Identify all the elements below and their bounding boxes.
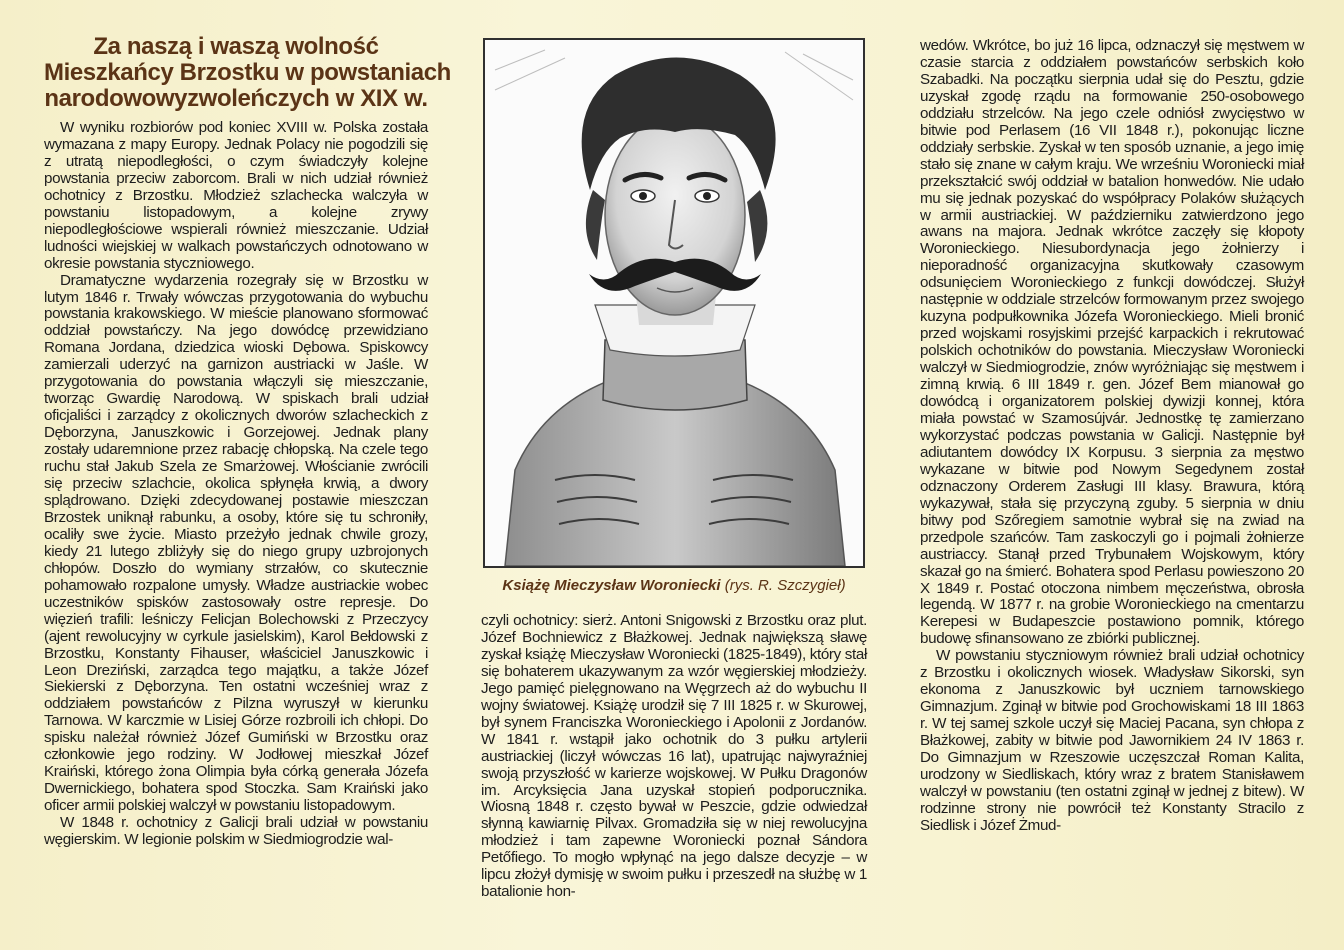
portrait-caption — [481, 577, 867, 595]
paragraph: W wyniku rozbiorów pod koniec XVIII w. Polska została wymazana z mapy Europy. Jednak Polacy nie pogodzili się z utratą niepodległości, o czym świadczyły kolejne powstania przeciw zaborcom. Brali w nich udział również ochotnicy z Brzostku. Młodzież szlachecka walczyła w powstaniu listopadowym, a kolejne zrywy niepodległościowe wspierali również mieszczanie. Udział ludności wiejskiej w walkach powstańczych odnotowano w okresie powstania styczniowego. — [44, 119, 428, 272]
right-column — [920, 38, 1304, 835]
portrait-image — [483, 38, 865, 568]
left-column — [44, 33, 451, 849]
caption-name: Książę Mieczysław Woroniecki — [502, 577, 721, 594]
title-line-1: Za naszą i waszą wolność — [93, 33, 379, 60]
caption-credit: (rys. R. Szczygieł) — [724, 577, 846, 594]
title-line-3: narodowowyzwoleńczych w XIX w. — [44, 85, 428, 112]
paragraph: czyli ochotnicy: sierż. Antoni Snigowski z Brzostku oraz plut. Józef Bochniewicz z Błażkowej. Jednak największą sławę zyskał książę Mieczysław Woroniecki (1825-1849), który stał się bohaterem ukazywanym za wzór węgierskiej młodzieży. Jego pamięć pielęgnowano na Węgrzech aż do wybuchu II wojny światowej. Książę urodził się 7 III 1825 r. w Skurowej, był synem Franciszka Woronieckiego i Apolonii z Jordanów. W 1841 r. wstąpił jako ochotnik do 3 pułku artylerii austriackiej (liczył wówczas 16 lat), upatrując najwyraźniej swoją przyszłość w karierze wojskowej. W Pułku Dragonów im. Arcyksięcia Jana uzyskał stopień podporucznika. Wiosną 1848 r. często bywał w Peszcie, gdzie odwiedzał słynną kawiarnię Pilvax. Gromadziła się w niej rewolucyjna młodzież i tam zapewne Woroniecki poznał Sándora Petőfiego. To mogło wpłynąć na jego dalsze decyzje – w lipcu złożył dymisję w swoim pułku i przeszedł na służbę w 1 batalionie hon- — [481, 612, 867, 901]
portrait-drawing — [485, 40, 863, 566]
article-title — [44, 33, 451, 112]
paragraph: Dramatyczne wydarzenia rozegrały się w Brzostku w lutym 1846 r. Trwały wówczas przygotowania do wybuchu powstania krakowskiego. W mieście planowano sformować oddział powstańczy. Na jego dowódcę przewidziano Romana Jordana, dziedzica wioski Dębowa. Spiskowcy zamierzali uderzyć na garnizon austriacki w Jaśle. W przygotowania do powstania włączyli się mieszczanie, tworząc Gwardię Narodową. W spiskach brali udział oficjaliści i zarządcy z okolicznych dworów szlacheckich z Dęborzyna, Januszkowic i Gorzejowej. Jednak plany zostały udaremnione przez rabację chłopską. Na czele tego ruchu stał Jakub Szela ze Smarżowej. Włościanie zwrócili się przeciw szlachcie, okolica spłynęła krwią, a dwory splądrowano. Dzięki zdecydowanej postawie mieszczan Brzostek uniknął rabunku, a osoby, które się tu schroniły, ocaliły swe życie. Miasto przeżyło jednak chwile grozy, kiedy 21 lutego zbliżyły się do niego grupy uzbrojonych chłopów. Doszło do wymiany strzałów, co skutecznie pohamowało rozpalone umysły. Władze austriackie wobec uczestników spisków zastosowały ostre represje. Do więzień trafili: leśniczy Felicjan Bolechowski z Przeczycy (ajent rewolucyjny w cyrkule jasielskim), Karol Bełdowski z Brzostku, Konstanty Fihauser, właściciel Januszkowic i Leon Dreziński, zarządca tego majątku, a także Józef Siekierski z Dęborzyna. Ten ostatni wcześniej wraz z oddziałem powstańców z Pilzna wyruszył w kierunku Tarnowa. W karczmie w Lisiej Górze rozbroili ich chłopi. Do spisku należał również Józef Gumiński w Brzostku oraz członkowie jego rodziny. W Jodłowej mieszkał Józef Kraiński, którego żona Olimpia była córką generała Józefa Dwernickiego, bohatera spod Stoczka. Sam Kraiński jako oficer armii polskiej walczył w powstaniu listopadowym. — [44, 271, 428, 815]
paragraph: W 1848 r. ochotnicy z Galicji brali udział w powstaniu węgierskim. W legionie polskim w Siedmiogrodzie wal- — [44, 814, 428, 849]
title-line-2: Mieszkańcy Brzostku w powstaniach — [44, 59, 451, 86]
paragraph: W powstaniu styczniowym również brali udział ochotnicy z Brzostku i okolicznych wiosek. Władysław Sikorski, syn ekonoma z Januszkowic był uczniem tarnowskiego Gimnazjum. Zginął w bitwie pod Grochowiskami 18 III 1863 r. W tej samej szkole uczył się Maciej Pacana, syn chłopa z Błażkowej, zabity w bitwie pod Jawornikiem 24 IV 1863 r. Do Gimnazjum w Rzeszowie uczęszczał Roman Kalita, urodzony w Siedliskach, który wraz z bratem Stanisławem walczył w powstaniu (ten ostatni zginął w jednej z bitew). W rodzinne strony nie powrócił też Konstanty Stracilo z Siedlisk i Józef Żmud- — [920, 647, 1304, 834]
paragraph: wedów. Wkrótce, bo już 16 lipca, odznaczył się męstwem w czasie starcia z oddziałem powstańców serbskich koło Szabadki. Na początku sierpnia udał się do Pesztu, gdzie uzyskał zgodę rządu na formowanie 250-osobowego oddziału strzelców. Na jego czele odniósł zwycięstwo w bitwie pod Perlasem (16 VII 1848 r.), pokonując liczne oddziały serbskie. Zyskał w ten sposób uznanie, a jego imię stało się znane w całym kraju. We wrześniu Woroniecki miał przekształcić swój oddział w batalion honwedów. Nie udało mu się jednak pozyskać do współpracy Polaków służących w armii austriackiej. W październiku zatwierdzono jego awans na majora. Jednak wkrótce zaczęły się kłopoty Woronieckiego. Niesubordynacja jego żołnierzy i nieporadność organizacyjna skutkowały czasowym odsunięciem Woronieckiego z funkcji dowódczej. Służył następnie w oddziale strzelców formowanym przez swojego kuzyna podpułkownika Józefa Woronieckiego. Mieli bronić przed wojskami rosyjskimi przejść karpackich i rekrutować polskich ochotników do powstania. Mieczysław Woroniecki walczył w Siedmiogrodzie, znów wyróżniając się męstwem i zimną krwią. 6 III 1849 r. gen. Józef Bem mianował go dowódcą i organizatorem polskiej dywizji konnej, która miała powstać w Szamosújvár. Jednostkę tę zamierzano wykorzystać podczas powstania w Galicji. Następnie był adiutantem dowódcy IX Korpusu. 3 sierpnia za męstwo wykazane w bitwie pod Nowym Segedynem został odznaczony Orderem Zasługi III klasy. Brawura, którą wykazywał, stała się przyczyną zguby. 5 sierpnia w dniu bitwy pod Szőregiem samotnie wybrał się na zwiad na przedpole szańców. Tam zaskoczyli go i pojmali żołnierze austriaccy. Stanął przed Trybunałem Wojskowym, który skazał go na śmierć. Bohatera spod Perlasu powieszono 20 X 1849 r. Postać otoczona nimbem męczeństwa, obrosła legendą. W 1877 r. na grobie Woronieckiego na cmentarzu Kerepesi w Budapeszcie postawiono pomnik, którego budowę sfinansowano ze zbiórki publicznej. — [920, 37, 1304, 648]
middle-column — [481, 38, 867, 901]
